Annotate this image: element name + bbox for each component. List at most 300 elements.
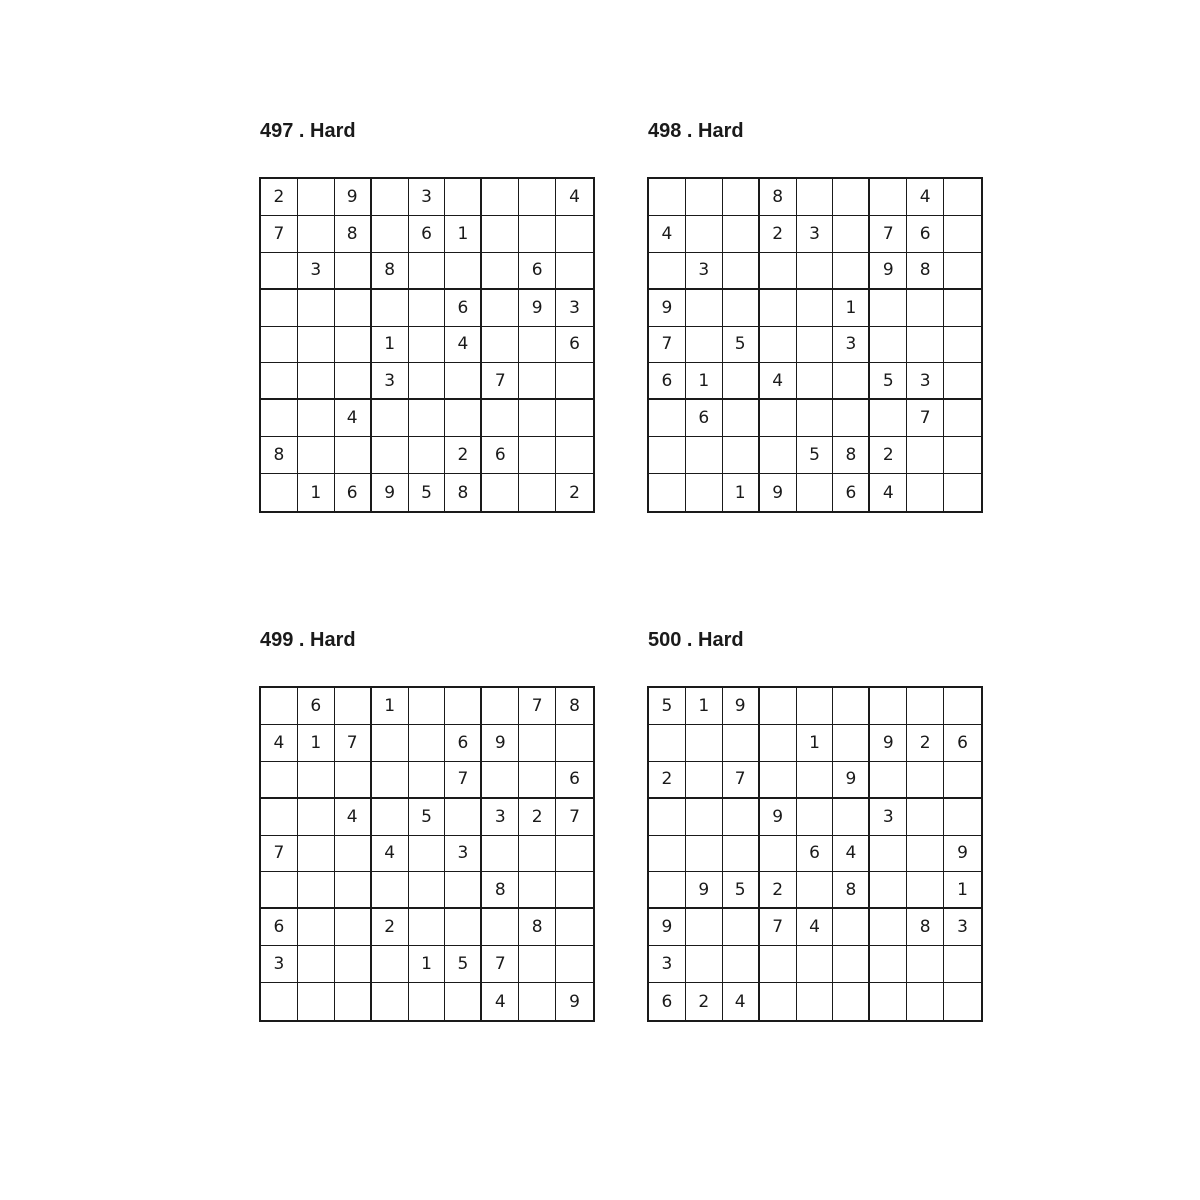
sudoku-cell[interactable]: 7 [723,762,760,799]
sudoku-cell[interactable]: 8 [907,253,944,290]
sudoku-cell[interactable]: 3 [298,253,335,290]
sudoku-cell[interactable] [482,327,519,364]
sudoku-cell[interactable] [907,946,944,983]
sudoku-cell[interactable]: 6 [519,253,556,290]
sudoku-cell[interactable] [298,836,335,873]
sudoku-cell[interactable] [445,909,482,946]
sudoku-cell[interactable] [833,363,870,400]
sudoku-cell[interactable]: 7 [445,762,482,799]
sudoku-cell[interactable]: 2 [760,872,797,909]
sudoku-cell[interactable] [372,799,409,836]
sudoku-cell[interactable]: 6 [261,909,298,946]
sudoku-cell[interactable]: 6 [649,363,686,400]
sudoku-cell[interactable] [261,327,298,364]
sudoku-cell[interactable] [409,872,446,909]
sudoku-cell[interactable] [261,762,298,799]
sudoku-cell[interactable] [409,327,446,364]
sudoku-cell[interactable]: 9 [686,872,723,909]
sudoku-cell[interactable]: 1 [723,474,760,511]
sudoku-cell[interactable] [445,872,482,909]
sudoku-cell[interactable]: 6 [944,725,981,762]
sudoku-cell[interactable]: 4 [482,983,519,1020]
sudoku-cell[interactable] [686,799,723,836]
sudoku-cell[interactable] [686,946,723,983]
sudoku-cell[interactable] [298,909,335,946]
sudoku-cell[interactable]: 8 [907,909,944,946]
sudoku-cell[interactable] [298,799,335,836]
sudoku-cell[interactable] [556,872,593,909]
sudoku-cell[interactable] [409,290,446,327]
sudoku-cell[interactable]: 9 [335,179,372,216]
sudoku-cell[interactable] [335,688,372,725]
sudoku-cell[interactable]: 7 [760,909,797,946]
sudoku-cell[interactable]: 2 [372,909,409,946]
sudoku-cell[interactable] [409,363,446,400]
sudoku-cell[interactable] [760,946,797,983]
sudoku-cell[interactable] [723,290,760,327]
sudoku-cell[interactable] [335,946,372,983]
sudoku-cell[interactable]: 8 [372,253,409,290]
sudoku-cell[interactable] [723,253,760,290]
sudoku-cell[interactable] [335,253,372,290]
sudoku-cell[interactable] [445,799,482,836]
sudoku-cell[interactable] [372,983,409,1020]
sudoku-cell[interactable] [686,474,723,511]
sudoku-cell[interactable] [298,983,335,1020]
sudoku-cell[interactable] [445,363,482,400]
sudoku-cell[interactable] [797,983,834,1020]
sudoku-cell[interactable] [298,363,335,400]
sudoku-cell[interactable] [445,253,482,290]
sudoku-cell[interactable]: 1 [298,725,335,762]
sudoku-cell[interactable] [870,400,907,437]
sudoku-cell[interactable]: 4 [797,909,834,946]
sudoku-cell[interactable] [261,474,298,511]
sudoku-cell[interactable] [797,327,834,364]
sudoku-cell[interactable] [944,290,981,327]
sudoku-cell[interactable] [519,179,556,216]
sudoku-cell[interactable] [649,179,686,216]
sudoku-cell[interactable] [482,909,519,946]
sudoku-cell[interactable] [833,725,870,762]
sudoku-cell[interactable]: 7 [907,400,944,437]
sudoku-cell[interactable] [519,400,556,437]
sudoku-cell[interactable]: 9 [833,762,870,799]
sudoku-cell[interactable] [833,253,870,290]
sudoku-cell[interactable]: 3 [649,946,686,983]
sudoku-cell[interactable] [907,983,944,1020]
sudoku-cell[interactable] [298,216,335,253]
sudoku-cell[interactable]: 7 [335,725,372,762]
sudoku-cell[interactable] [519,725,556,762]
sudoku-cell[interactable] [723,179,760,216]
sudoku-cell[interactable] [686,216,723,253]
sudoku-cell[interactable] [649,474,686,511]
sudoku-cell[interactable] [556,909,593,946]
sudoku-cell[interactable] [760,253,797,290]
sudoku-cell[interactable] [833,179,870,216]
sudoku-cell[interactable] [723,946,760,983]
sudoku-cell[interactable] [723,909,760,946]
sudoku-cell[interactable] [797,179,834,216]
sudoku-cell[interactable]: 6 [445,725,482,762]
sudoku-cell[interactable] [723,363,760,400]
sudoku-cell[interactable]: 1 [944,872,981,909]
sudoku-cell[interactable]: 2 [760,216,797,253]
sudoku-cell[interactable] [372,216,409,253]
sudoku-cell[interactable] [870,179,907,216]
sudoku-cell[interactable] [482,474,519,511]
sudoku-cell[interactable] [944,216,981,253]
sudoku-cell[interactable] [944,799,981,836]
sudoku-cell[interactable]: 8 [335,216,372,253]
sudoku-cell[interactable] [649,836,686,873]
sudoku-cell[interactable] [261,799,298,836]
sudoku-cell[interactable] [797,363,834,400]
sudoku-cell[interactable]: 1 [445,216,482,253]
sudoku-cell[interactable]: 2 [649,762,686,799]
sudoku-cell[interactable] [482,400,519,437]
sudoku-cell[interactable]: 3 [261,946,298,983]
sudoku-cell[interactable] [944,327,981,364]
sudoku-cell[interactable]: 6 [797,836,834,873]
sudoku-cell[interactable] [261,290,298,327]
sudoku-cell[interactable]: 4 [870,474,907,511]
sudoku-cell[interactable] [556,836,593,873]
sudoku-cell[interactable] [760,983,797,1020]
sudoku-cell[interactable]: 3 [944,909,981,946]
sudoku-cell[interactable]: 2 [907,725,944,762]
sudoku-cell[interactable] [907,799,944,836]
sudoku-cell[interactable] [686,725,723,762]
sudoku-cell[interactable] [372,946,409,983]
sudoku-cell[interactable] [833,216,870,253]
sudoku-cell[interactable] [686,327,723,364]
sudoku-cell[interactable]: 4 [372,836,409,873]
sudoku-cell[interactable]: 3 [482,799,519,836]
sudoku-cell[interactable]: 1 [372,327,409,364]
sudoku-cell[interactable] [833,946,870,983]
sudoku-cell[interactable] [372,762,409,799]
sudoku-cell[interactable]: 7 [556,799,593,836]
sudoku-cell[interactable]: 9 [760,474,797,511]
sudoku-cell[interactable] [335,983,372,1020]
sudoku-cell[interactable] [482,216,519,253]
sudoku-cell[interactable] [298,179,335,216]
sudoku-cell[interactable] [833,400,870,437]
sudoku-cell[interactable]: 4 [760,363,797,400]
sudoku-cell[interactable]: 2 [519,799,556,836]
sudoku-cell[interactable] [519,762,556,799]
sudoku-cell[interactable]: 4 [556,179,593,216]
sudoku-cell[interactable]: 7 [519,688,556,725]
sudoku-cell[interactable] [556,363,593,400]
sudoku-cell[interactable]: 3 [870,799,907,836]
sudoku-cell[interactable] [519,983,556,1020]
sudoku-cell[interactable] [261,363,298,400]
sudoku-cell[interactable]: 2 [569,482,580,503]
sudoku-cell[interactable] [335,437,372,474]
sudoku-cell[interactable] [870,762,907,799]
sudoku-cell[interactable] [944,474,981,511]
sudoku-cell[interactable] [556,253,593,290]
sudoku-cell[interactable] [556,946,593,983]
sudoku-cell[interactable]: 7 [482,363,519,400]
sudoku-cell[interactable] [482,836,519,873]
sudoku-cell[interactable] [519,872,556,909]
sudoku-cell[interactable] [261,872,298,909]
sudoku-cell[interactable] [519,363,556,400]
sudoku-cell[interactable] [723,836,760,873]
sudoku-cell[interactable] [649,799,686,836]
sudoku-cell[interactable]: 8 [482,872,519,909]
sudoku-cell[interactable]: 8 [833,872,870,909]
sudoku-cell[interactable]: 5 [797,437,834,474]
sudoku-cell[interactable] [833,799,870,836]
sudoku-cell[interactable] [833,909,870,946]
sudoku-cell[interactable]: 7 [261,836,298,873]
sudoku-cell[interactable] [944,762,981,799]
sudoku-cell[interactable] [870,290,907,327]
sudoku-cell[interactable] [870,872,907,909]
sudoku-cell[interactable]: 1 [686,363,723,400]
sudoku-cell[interactable]: 9 [372,474,409,511]
sudoku-cell[interactable]: 6 [482,437,519,474]
sudoku-cell[interactable] [944,688,981,725]
sudoku-cell[interactable]: 9 [870,725,907,762]
sudoku-cell[interactable]: 4 [445,327,482,364]
sudoku-cell[interactable] [797,474,834,511]
sudoku-cell[interactable] [797,400,834,437]
sudoku-cell[interactable]: 8 [760,179,797,216]
sudoku-cell[interactable] [944,946,981,983]
sudoku-cell[interactable]: 5 [445,946,482,983]
sudoku-cell[interactable] [298,327,335,364]
sudoku-cell[interactable] [870,983,907,1020]
sudoku-cell[interactable] [944,179,981,216]
sudoku-cell[interactable] [372,290,409,327]
sudoku-cell[interactable]: 5 [409,474,446,511]
sudoku-cell[interactable]: 4 [335,799,372,836]
sudoku-cell[interactable] [907,688,944,725]
sudoku-cell[interactable] [723,400,760,437]
sudoku-cell[interactable] [519,836,556,873]
sudoku-cell[interactable] [760,836,797,873]
sudoku-cell[interactable]: 7 [261,216,298,253]
sudoku-cell[interactable] [372,179,409,216]
sudoku-cell[interactable] [686,762,723,799]
sudoku-cell[interactable] [797,290,834,327]
sudoku-cell[interactable] [760,762,797,799]
sudoku-cell[interactable] [760,290,797,327]
sudoku-cell[interactable]: 9 [723,688,760,725]
sudoku-cell[interactable]: 6 [556,327,593,364]
sudoku-cell[interactable] [372,400,409,437]
sudoku-cell[interactable]: 3 [797,216,834,253]
sudoku-cell[interactable]: 9 [482,725,519,762]
sudoku-cell[interactable] [519,437,556,474]
sudoku-cell[interactable]: 9 [870,253,907,290]
sudoku-cell[interactable]: 5 [723,327,760,364]
sudoku-cell[interactable] [335,836,372,873]
sudoku-cell[interactable] [686,836,723,873]
sudoku-cell[interactable] [907,836,944,873]
sudoku-cell[interactable]: 7 [482,946,519,983]
sudoku-cell[interactable] [870,909,907,946]
sudoku-cell[interactable]: 8 [519,909,556,946]
sudoku-cell[interactable] [760,437,797,474]
sudoku-cell[interactable]: 1 [372,688,409,725]
sudoku-cell[interactable]: 3 [409,179,446,216]
sudoku-cell[interactable] [649,437,686,474]
sudoku-cell[interactable] [445,688,482,725]
sudoku-cell[interactable] [519,474,556,511]
sudoku-cell[interactable] [944,437,981,474]
sudoku-cell[interactable]: 8 [261,437,298,474]
sudoku-cell[interactable] [944,363,981,400]
sudoku-cell[interactable]: 9 [649,290,686,327]
sudoku-cell[interactable] [261,983,298,1020]
sudoku-cell[interactable]: 7 [870,216,907,253]
sudoku-cell[interactable] [556,216,593,253]
sudoku-cell[interactable]: 9 [649,909,686,946]
sudoku-cell[interactable] [686,437,723,474]
sudoku-cell[interactable] [760,400,797,437]
sudoku-cell[interactable]: 3 [556,290,593,327]
sudoku-cell[interactable] [409,983,446,1020]
sudoku-cell[interactable]: 2 [261,179,298,216]
sudoku-cell[interactable] [870,836,907,873]
sudoku-cell[interactable]: 6 [907,216,944,253]
sudoku-cell[interactable] [870,327,907,364]
sudoku-cell[interactable]: 9 [760,799,797,836]
sudoku-cell[interactable]: 6 [649,983,686,1020]
sudoku-cell[interactable] [409,253,446,290]
sudoku-cell[interactable] [482,762,519,799]
sudoku-cell[interactable] [409,909,446,946]
sudoku-cell[interactable] [944,253,981,290]
sudoku-cell[interactable]: 3 [686,253,723,290]
sudoku-cell[interactable]: 6 [409,216,446,253]
sudoku-cell[interactable] [797,872,834,909]
sudoku-cell[interactable] [298,872,335,909]
sudoku-cell[interactable] [261,400,298,437]
sudoku-cell[interactable] [686,909,723,946]
sudoku-cell[interactable] [409,725,446,762]
sudoku-cell[interactable]: 1 [797,725,834,762]
sudoku-cell[interactable] [519,216,556,253]
sudoku-cell[interactable] [372,725,409,762]
sudoku-cell[interactable]: 2 [870,437,907,474]
sudoku-cell[interactable] [944,983,981,1020]
sudoku-cell[interactable] [649,400,686,437]
sudoku-cell[interactable] [907,437,944,474]
sudoku-cell[interactable] [723,437,760,474]
sudoku-cell[interactable] [723,799,760,836]
sudoku-cell[interactable]: 4 [723,983,760,1020]
sudoku-cell[interactable]: 4 [833,836,870,873]
sudoku-cell[interactable] [482,253,519,290]
sudoku-cell[interactable] [760,725,797,762]
sudoku-cell[interactable] [556,400,593,437]
sudoku-cell[interactable]: 6 [686,400,723,437]
sudoku-cell[interactable]: 3 [833,327,870,364]
sudoku-cell[interactable]: 5 [723,872,760,909]
sudoku-cell[interactable] [261,253,298,290]
sudoku-cell[interactable] [335,909,372,946]
sudoku-cell[interactable]: 1 [298,474,335,511]
sudoku-cell[interactable]: 6 [445,290,482,327]
sudoku-cell[interactable] [833,983,870,1020]
sudoku-cell[interactable] [686,290,723,327]
sudoku-cell[interactable] [482,290,519,327]
sudoku-cell[interactable] [445,400,482,437]
sudoku-cell[interactable] [445,983,482,1020]
sudoku-cell[interactable] [409,688,446,725]
sudoku-cell[interactable] [907,872,944,909]
sudoku-cell[interactable]: 4 [907,179,944,216]
sudoku-cell[interactable] [907,762,944,799]
sudoku-cell[interactable] [797,688,834,725]
sudoku-cell[interactable]: 1 [409,946,446,983]
sudoku-cell[interactable] [298,290,335,327]
sudoku-cell[interactable] [372,872,409,909]
sudoku-cell[interactable] [723,216,760,253]
sudoku-cell[interactable] [409,762,446,799]
sudoku-cell[interactable] [335,327,372,364]
sudoku-cell[interactable]: 3 [445,836,482,873]
sudoku-cell[interactable] [261,688,298,725]
sudoku-cell[interactable] [797,946,834,983]
sudoku-cell[interactable]: 8 [556,688,593,725]
sudoku-cell[interactable] [556,725,593,762]
sudoku-cell[interactable] [409,437,446,474]
sudoku-cell[interactable]: 8 [445,474,482,511]
sudoku-cell[interactable]: 3 [372,363,409,400]
sudoku-cell[interactable] [298,400,335,437]
sudoku-cell[interactable] [760,327,797,364]
sudoku-cell[interactable] [760,688,797,725]
sudoku-cell[interactable] [298,762,335,799]
sudoku-cell[interactable] [335,872,372,909]
sudoku-cell[interactable]: 5 [409,799,446,836]
sudoku-cell[interactable] [649,725,686,762]
sudoku-cell[interactable] [833,688,870,725]
sudoku-cell[interactable] [409,836,446,873]
sudoku-cell[interactable] [519,327,556,364]
sudoku-cell[interactable] [870,946,907,983]
sudoku-cell[interactable] [409,400,446,437]
sudoku-cell[interactable]: 9 [944,836,981,873]
sudoku-cell[interactable] [723,725,760,762]
sudoku-cell[interactable]: 6 [298,688,335,725]
sudoku-cell[interactable] [797,799,834,836]
sudoku-cell[interactable]: 2 [445,437,482,474]
sudoku-cell[interactable]: 4 [649,216,686,253]
sudoku-cell[interactable]: 7 [649,327,686,364]
sudoku-cell[interactable] [519,946,556,983]
sudoku-cell[interactable] [870,688,907,725]
sudoku-cell[interactable] [372,437,409,474]
sudoku-cell[interactable]: 8 [833,437,870,474]
sudoku-cell[interactable] [649,253,686,290]
sudoku-cell[interactable]: 1 [833,290,870,327]
sudoku-cell[interactable] [649,872,686,909]
sudoku-cell[interactable] [335,363,372,400]
sudoku-cell[interactable] [797,253,834,290]
sudoku-cell[interactable] [298,946,335,983]
sudoku-cell[interactable]: 5 [649,688,686,725]
